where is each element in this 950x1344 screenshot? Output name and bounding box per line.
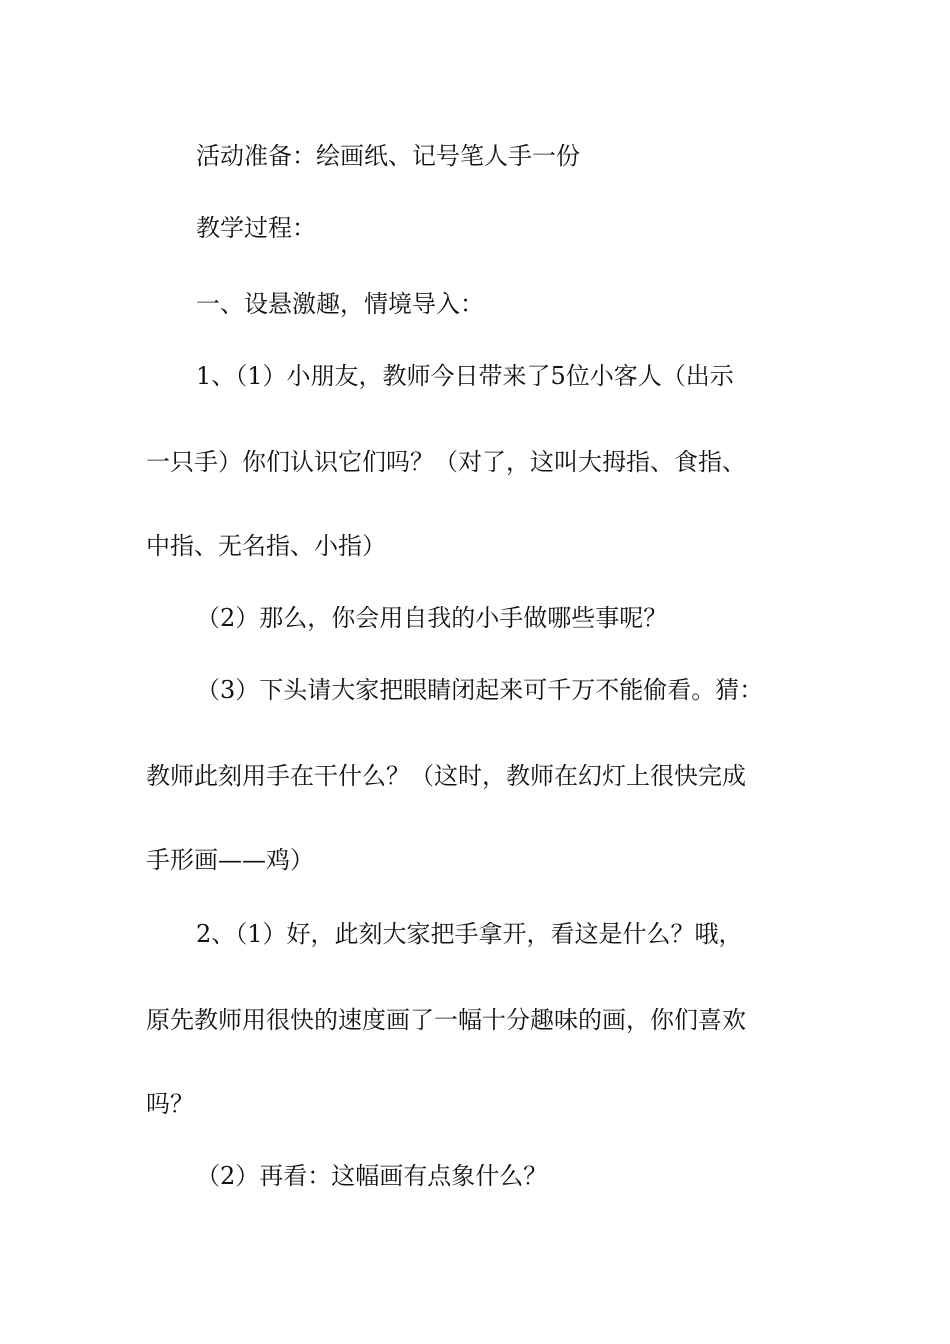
paragraph-activity-prep: 活动准备：绘画纸、记号笔人手一份	[196, 142, 580, 170]
paragraph-step-1-2: （2）那么，你会用自我的小手做哪些事呢？	[196, 604, 668, 632]
paragraph-section-one-heading: 一、设悬激趣，情境导入：	[196, 290, 484, 318]
paragraph-step-1-line-3: 中指、无名指、小指）	[146, 532, 386, 560]
paragraph-step-1-3-line-2: 教师此刻用手在干什么？（这时，教师在幻灯上很快完成	[146, 762, 746, 790]
paragraph-step-1-3-line-3: 手形画——鸡）	[146, 846, 314, 874]
paragraph-step-2-line-1: 2、（1）好，此刻大家把手拿开，看这是什么？哦，	[196, 920, 743, 948]
paragraph-step-2-line-3: 吗？	[146, 1090, 194, 1118]
paragraph-step-1-line-1: 1、（1）小朋友，教师今日带来了5位小客人（出示	[196, 362, 734, 390]
paragraph-step-1-3-line-1: （3）下头请大家把眼睛闭起来可千万不能偷看。猜：	[196, 676, 764, 704]
paragraph-step-1-line-2: 一只手）你们认识它们吗？（对了，这叫大拇指、食指、	[146, 448, 746, 476]
paragraph-step-2-2: （2）再看：这幅画有点象什么？	[196, 1162, 548, 1190]
paragraph-teaching-process: 教学过程：	[196, 214, 316, 242]
paragraph-step-2-line-2: 原先教师用很快的速度画了一幅十分趣味的画，你们喜欢	[146, 1006, 746, 1034]
